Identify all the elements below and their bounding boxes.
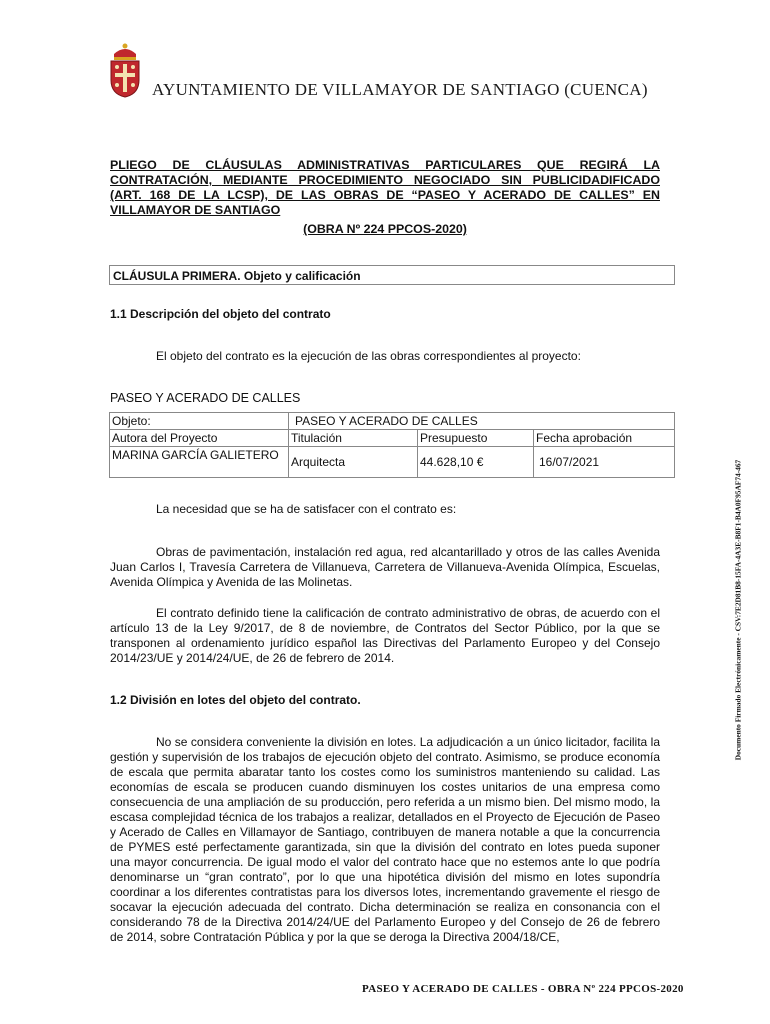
lotes-text: No se considera conveniente la división en lotes. La adjudicación a un único licitador, facilita la gestión y supervisión de los trabajos de ejecución objeto del contrato. Asimismo, se produce economía de escala que permita abaratar tanto los costes como los suministros manteniendo su calidad. Las economías de escala se producen cuando disminuyen los costes unitarios de una empresa como consecuencia de una ampliación de su producción, pero referida a un mismo bien. Del mismo modo, la escasa complejidad técnica de los trabajos a realizar, detallados en el Proyecto de Ejecución de Paseo y Acerado de Calles en Villamayor de Santiago, contribuyen de manera notable a que la concurrencia de PYMES esté perfectamente garantizada, sin que la división del contrato en lotes pueda suponer una mayor concurrencia. De igual modo el valor del contrato hace que no estemos ante lo que podría denominarse un “gran contrato”, por lo que una hipotética división del mismo en lotes supondría coordinar a los diferentes contratistas para los diversos lotes, incrementando gravemente el riesgo de socavar la ejecución adecuada del contrato. Dicha determinación se realiza en consonancia con el considerando 78 de la Directiva 2014/24/UE del Parlamento Europeo y del Consejo de 26 de febrero de 2014, sobre Contratación Pública y por la que se deroga la Directiva 2004/18/CE, — [110, 735, 660, 944]
obras-text: Obras de pavimentación, instalación red agua, red alcantarillado y otros de las calles Avenida Juan Carlos I, Travesía Carretera de Villanueva, Carretera de Villanueva-Avenida Olímpica, Escuelas, Avenida Olímpica y Avenida de las Molinetas. — [110, 545, 660, 589]
signature-csv: Documento Firmado Electrónicamente - CSV:7E2D81B8-15FA-4A3E-B8F1-B4A0F95AF74-467 — [733, 459, 743, 761]
intro-paragraph: El objeto del contrato es la ejecución de las obras correspondientes al proyecto: — [156, 349, 581, 363]
project-name: PASEO Y ACERADO DE CALLES — [110, 391, 301, 405]
table-header: Presupuesto — [418, 430, 534, 447]
clause-heading: CLÁUSULA PRIMERA. Objeto y calificación — [113, 269, 361, 283]
table-cell: Arquitecta — [289, 447, 418, 478]
title-line: PLIEGO DE CLÁUSULAS ADMINISTRATIVAS PARTICULARES QUE REGIRÁ LA — [110, 158, 660, 172]
table-cell: 16/07/2021 — [534, 447, 675, 478]
document-title — [110, 158, 660, 218]
table-cell: PASEO Y ACERADO DE CALLES — [289, 413, 675, 430]
table-cell: Objeto: — [110, 413, 289, 430]
table-cell: 44.628,10 € — [418, 447, 534, 478]
page-footer: PASEO Y ACERADO DE CALLES - OBRA Nº 224 PPCOS-2020 — [362, 983, 684, 995]
calificacion-text: El contrato definido tiene la calificación de contrato administrativo de obras, de acuerdo con el artículo 13 de la Ley 9/2017, de 8 de noviembre, de Contratos del Sector Público, por la que se transponen al ordenamiento jurídico español las Directivas del Parlamento Europeo y del Consejo 2014/23/UE y 2014/24/UE, de 26 de febrero de 2014. — [110, 606, 660, 665]
lotes-paragraph — [110, 735, 660, 945]
title-line: CONTRATACIÓN, MEDIANTE PROCEDIMIENTO NEGOCIADO SIN PUBLICIDADIFICADO — [110, 173, 660, 187]
table-header: Fecha aprobación — [534, 430, 675, 447]
section-heading-1-1: 1.1 Descripción del objeto del contrato — [110, 307, 331, 321]
section-heading-1-2: 1.2 División en lotes del objeto del contrato. — [110, 693, 361, 707]
title-line: (ART. 168 DE LA LCSP), DE LAS OBRAS DE “PASEO Y ACERADO DE CALLES” EN — [110, 188, 660, 202]
coat-of-arms-icon — [108, 42, 142, 98]
title-line: VILLAMAYOR DE SANTIAGO — [110, 203, 281, 217]
necesidad-paragraph: La necesidad que se ha de satisfacer con el contrato es: — [156, 502, 457, 516]
project-table — [109, 412, 675, 478]
clause-heading-box — [109, 265, 675, 285]
table-header: Autora del Proyecto — [110, 430, 289, 447]
obras-paragraph — [110, 545, 660, 590]
table-header: Titulación — [289, 430, 418, 447]
calificacion-paragraph — [110, 606, 660, 666]
table-cell: MARINA GARCÍA GALIETERO — [110, 447, 289, 478]
municipality-header: AYUNTAMIENTO DE VILLAMAYOR DE SANTIAGO (CUENCA) — [152, 80, 648, 99]
obra-reference: (OBRA Nº 224 PPCOS-2020) — [303, 222, 467, 236]
electronic-signature-note — [730, 435, 746, 785]
